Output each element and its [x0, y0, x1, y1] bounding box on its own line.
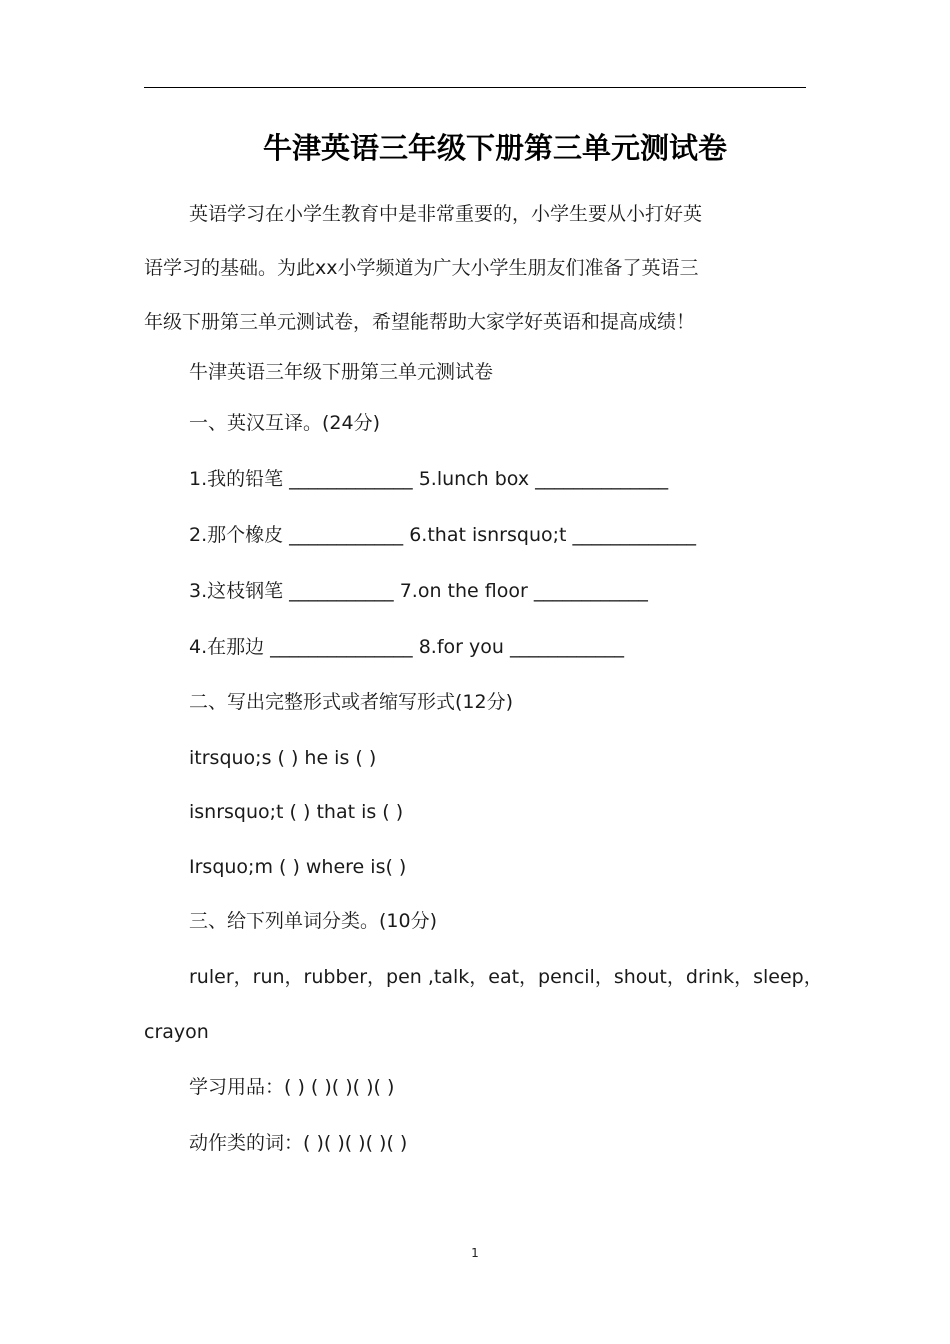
contraction-line-1: itrsquo;s ( ) he is ( ) [189, 747, 377, 769]
intro-line-1: 英语学习在小学生教育中是非常重要的，小学生要从小打好英 [189, 203, 703, 225]
page-number: 1 [471, 1246, 479, 1260]
translation-line-2: 2.那个橡皮 ____________ 6.that isnrsquo;t _____________ [189, 524, 697, 546]
subtitle: 牛津英语三年级下册第三单元测试卷 [189, 361, 494, 383]
category-action-words: 动作类的词：( )( )( )( )( ) [189, 1132, 408, 1154]
section-2-heading: 二、写出完整形式或者缩写形式(12分) [189, 691, 514, 713]
contraction-line-2: isnrsquo;t ( ) that is ( ) [189, 801, 404, 823]
header-rule [144, 87, 806, 88]
translation-line-3: 3.这枝钢笔 ___________ 7.on the floor ____________ [189, 580, 648, 602]
document-title: 牛津英语三年级下册第三单元测试卷 [262, 131, 727, 165]
section-3-heading: 三、给下列单词分类。(10分) [189, 910, 438, 932]
category-school-supplies: 学习用品：( ) ( )( )( )( ) [189, 1076, 395, 1098]
translation-line-1: 1.我的铅笔 _____________ 5.lunch box ______________ [189, 468, 669, 490]
translation-line-4: 4.在那边 _______________ 8.for you ____________ [189, 636, 624, 658]
intro-line-2: 语学习的基础。为此xx小学频道为广大小学生朋友们准备了英语三 [144, 257, 699, 279]
contraction-line-3: Irsquo;m ( ) where is( ) [189, 856, 407, 878]
word-list-line-2: crayon [144, 1021, 209, 1043]
intro-line-3: 年级下册第三单元测试卷，希望能帮助大家学好英语和提高成绩！ [144, 311, 696, 333]
section-1-heading: 一、英汉互译。(24分) [189, 412, 381, 434]
word-list-line-1: ruler，run，rubber，pen ,talk，eat，pencil，shout，drink，sleep， [189, 966, 823, 988]
